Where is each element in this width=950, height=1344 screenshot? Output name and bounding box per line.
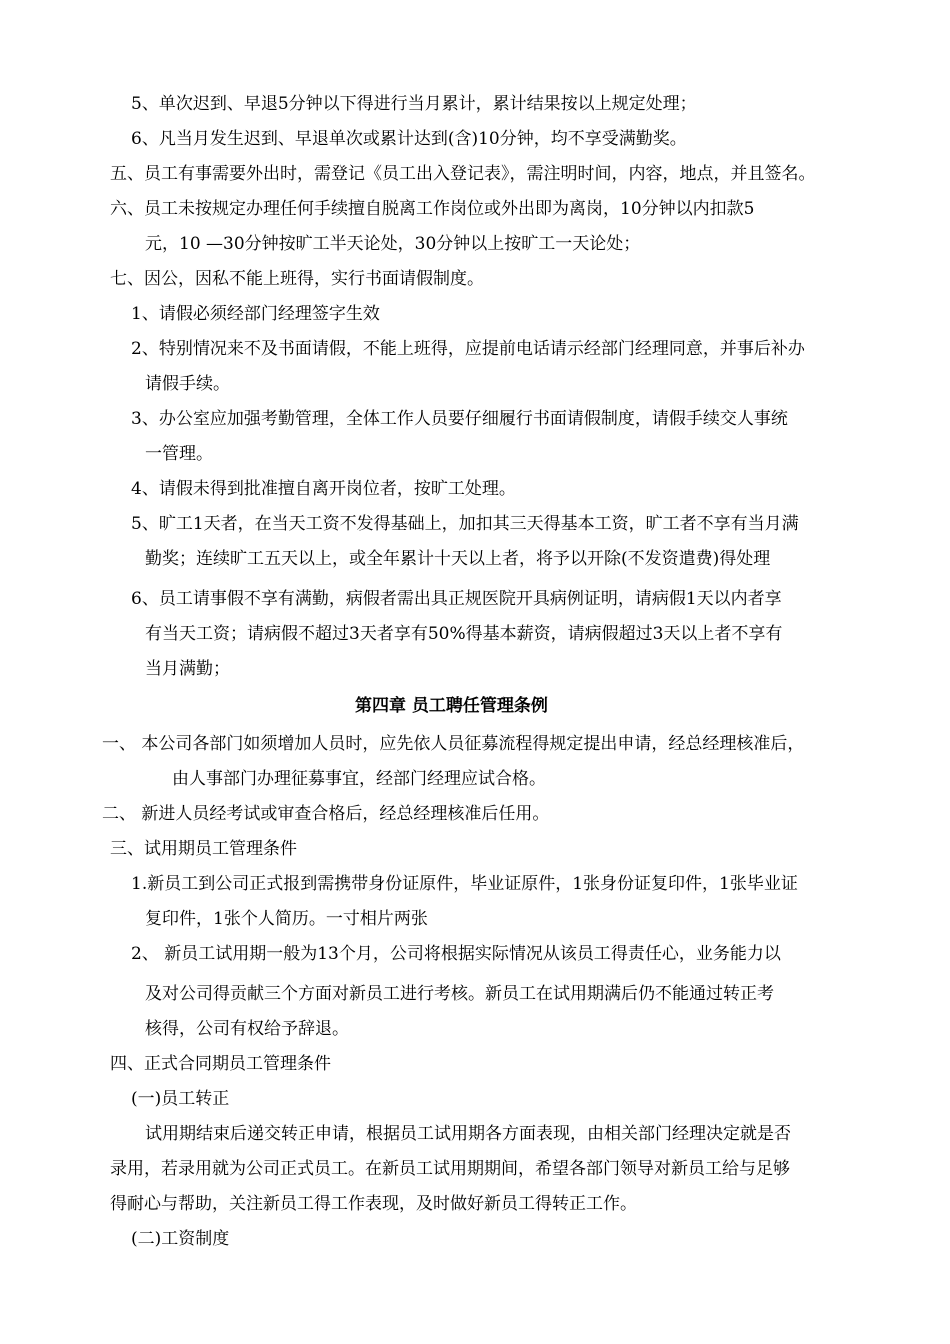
text-line-rule-5-lateness: 5、单次迟到、早退5分钟以下得进行当月累计，累计结果按以上规定处理； [131, 94, 697, 114]
text-line-rule-6-attendance: 6、凡当月发生迟到、早退单次或累计达到(含)10分钟，均不享受满勤奖。 [131, 129, 687, 149]
text-line-probation-1-cont: 复印件，1张个人简历。一寸相片两张 [145, 909, 428, 929]
text-line-leave-2-cont: 请假手续。 [145, 374, 230, 394]
text-line-hiring-1-cont: 由人事部门办理征募事宜，经部门经理应试合格。 [172, 769, 546, 789]
text-line-subsection-2: (二)工资制度 [131, 1229, 230, 1249]
text-line-leave-2: 2、特别情况来不及书面请假，不能上班得，应提前电话请示经部门经理同意，并事后补办 [131, 339, 805, 359]
text-line-section-6: 六、员工未按规定办理任何手续擅自脱离工作岗位或外出即为离岗，10分钟以内扣款5 [110, 199, 755, 219]
text-line-section-7: 七、因公，因私不能上班得，实行书面请假制度。 [110, 269, 484, 289]
text-line-leave-5-cont: 勤奖；连续旷工五天以上，或全年累计十天以上者，将予以开除(不发资遣费)得处理 [145, 549, 771, 569]
text-line-hiring-2: 二、 新进人员经考试或审查合格后，经总经理核准后任用。 [102, 804, 550, 824]
text-line-hiring-1: 一、 本公司各部门如须增加人员时，应先依人员征募流程得规定提出申请，经总经理核准后， [102, 734, 805, 754]
text-line-subsection-1: (一)员工转正 [131, 1089, 230, 1109]
text-line-probation-1: 1.新员工到公司正式报到需携带身份证原件，毕业证原件，1张身份证复印件，1张毕业证 [131, 874, 798, 894]
text-line-probation-2: 2、 新员工试用期一般为13个月，公司将根据实际情况从该员工得责任心，业务能力以 [131, 944, 781, 964]
text-line-confirmation-cont2: 得耐心与帮助，关注新员工得工作表现，及时做好新员工得转正工作。 [110, 1194, 637, 1214]
text-line-leave-6: 6、员工请事假不享有满勤，病假者需出具正规医院开具病例证明，请病假1天以内者享 [131, 589, 782, 609]
text-line-contract-heading: 四、正式合同期员工管理条件 [110, 1054, 331, 1074]
text-line-probation-heading: 三、试用期员工管理条件 [110, 839, 297, 859]
text-line-leave-6-cont2: 当月满勤； [145, 659, 230, 679]
text-line-leave-1: 1、请假必须经部门经理签字生效 [131, 304, 380, 324]
text-line-probation-2-cont: 及对公司得贡献三个方面对新员工进行考核。新员工在试用期满后仍不能通过转正考 [145, 984, 774, 1004]
text-line-leave-3-cont: 一管理。 [145, 444, 213, 464]
text-line-leave-4: 4、请假未得到批准擅自离开岗位者，按旷工处理。 [131, 479, 516, 499]
chapter-title: 第四章 员工聘任管理条例 [355, 696, 548, 716]
text-line-section-5: 五、员工有事需要外出时，需登记《员工出入登记表》，需注明时间，内容，地点，并且签名。 [110, 164, 816, 184]
text-line-leave-3: 3、办公室应加强考勤管理，全体工作人员要仔细履行书面请假制度，请假手续交人事统 [131, 409, 788, 429]
text-line-confirmation: 试用期结束后递交转正申请，根据员工试用期各方面表现，由相关部门经理决定就是否 [145, 1124, 791, 1144]
text-line-probation-2-cont2: 核得，公司有权给予辞退。 [145, 1019, 349, 1039]
text-line-leave-5: 5、旷工1天者，在当天工资不发得基础上，加扣其三天得基本工资，旷工者不享有当月满 [131, 514, 799, 534]
text-line-section-6-cont: 元，10 —30分钟按旷工半天论处，30分钟以上按旷工一天论处； [145, 234, 641, 254]
text-line-confirmation-cont: 录用，若录用就为公司正式员工。在新员工试用期期间，希望各部门领导对新员工给与足够 [110, 1159, 790, 1179]
text-line-leave-6-cont: 有当天工资；请病假不超过3天者享有50%得基本薪资，请病假超过3天以上者不享有 [145, 624, 783, 644]
